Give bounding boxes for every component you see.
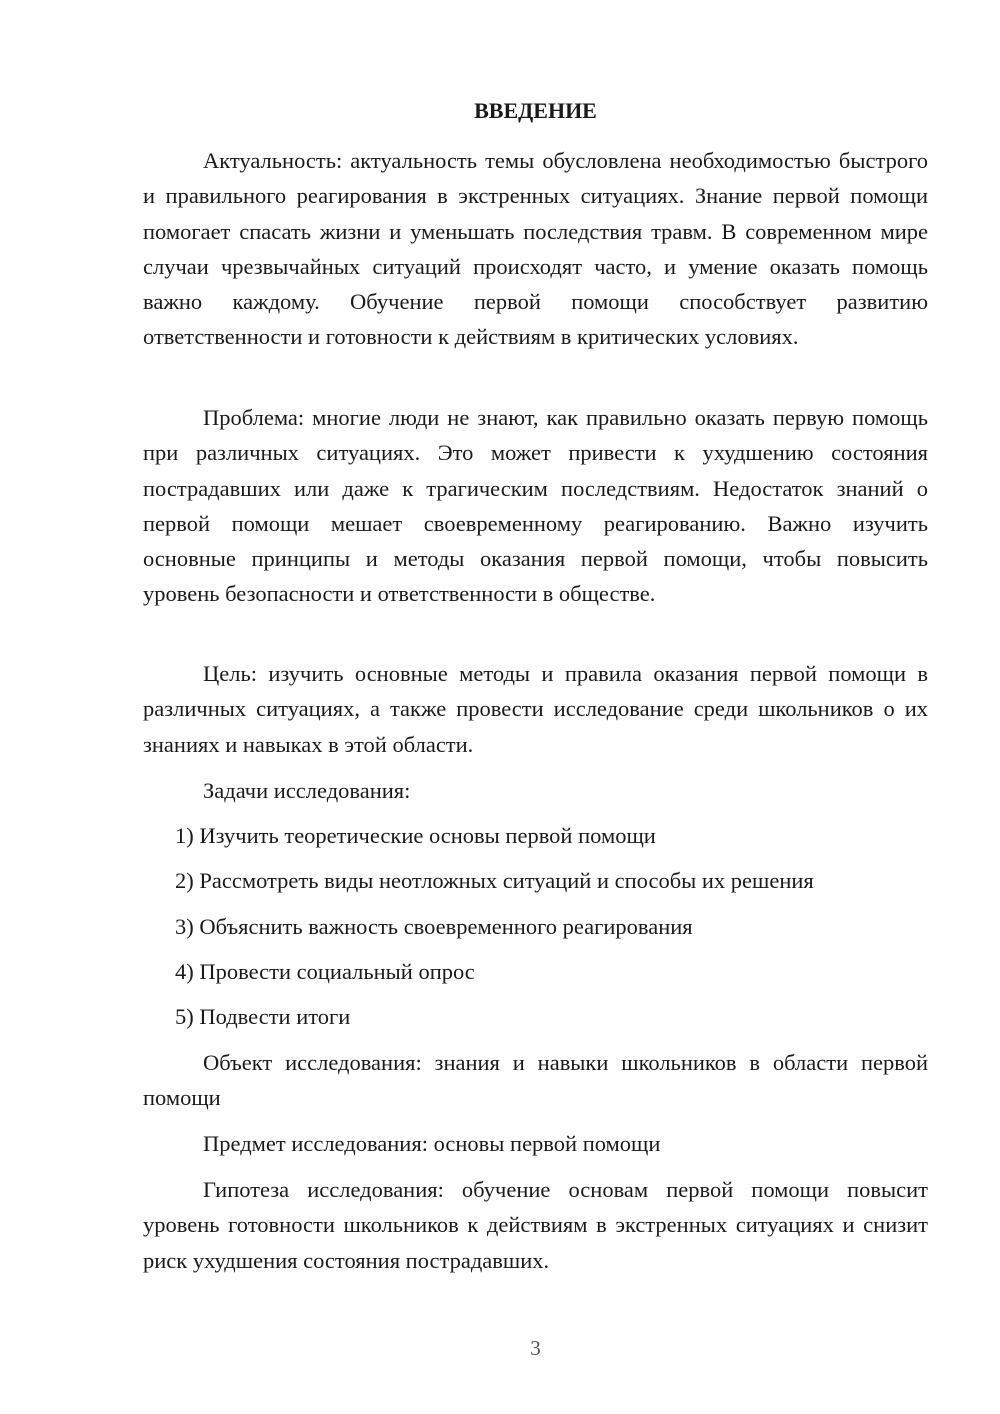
object-paragraph: Объект исследования: знания и навыки школьников в области первой помощи [143, 1050, 928, 1111]
task-item: 3) Объяснить важность своевременного реагирования [175, 914, 693, 939]
problem-paragraph: Проблема: многие люди не знают, как правильно оказать первую помощь при различных ситуациях. Это может привести к ухудшению состояния пострадавших или даже к трагическим последствиям. Недостаток знаний о первой помощи мешает своевременному реагированию. Важно изучить основные принципы и методы оказания первой помощи, чтобы повысить уровень безопасности и ответственности в обществе. [143, 405, 928, 607]
task-item: 2) Рассмотреть виды неотложных ситуаций и способы их решения [175, 868, 814, 893]
goal-paragraph: Цель: изучить основные методы и правила оказания первой помощи в различных ситуациях, а также провести исследование среди школьников о их знаниях и навыках в этой области. [143, 661, 928, 757]
tasks-heading: Задачи исследования: [203, 778, 411, 803]
task-item: 5) Подвести итоги [175, 1004, 351, 1029]
relevance-paragraph: Актуальность: актуальность темы обусловлена необходимостью быстрого и правильного реагирования в экстренных ситуациях. Знание первой помощи помогает спасать жизни и уменьшать последствия травм. В современном мире случаи чрезвычайных ситуаций происходят часто, и умение оказать помощь важно каждому. Обучение первой помощи способствует развитию ответственности и готовности к действиям в критических условиях. [143, 148, 928, 350]
hypothesis-paragraph: Гипотеза исследования: обучение основам первой помощи повысит уровень готовности школьников к действиям в экстренных ситуациях и снизит риск ухудшения состояния пострадавших. [143, 1177, 928, 1273]
subject-paragraph: Предмет исследования: основы первой помощи [203, 1131, 661, 1156]
task-item: 1) Изучить теоретические основы первой помощи [175, 823, 656, 848]
task-item: 4) Провести социальный опрос [175, 959, 475, 984]
section-title: ВВЕДЕНИЕ [474, 98, 597, 123]
page-number: 3 [530, 1336, 541, 1360]
